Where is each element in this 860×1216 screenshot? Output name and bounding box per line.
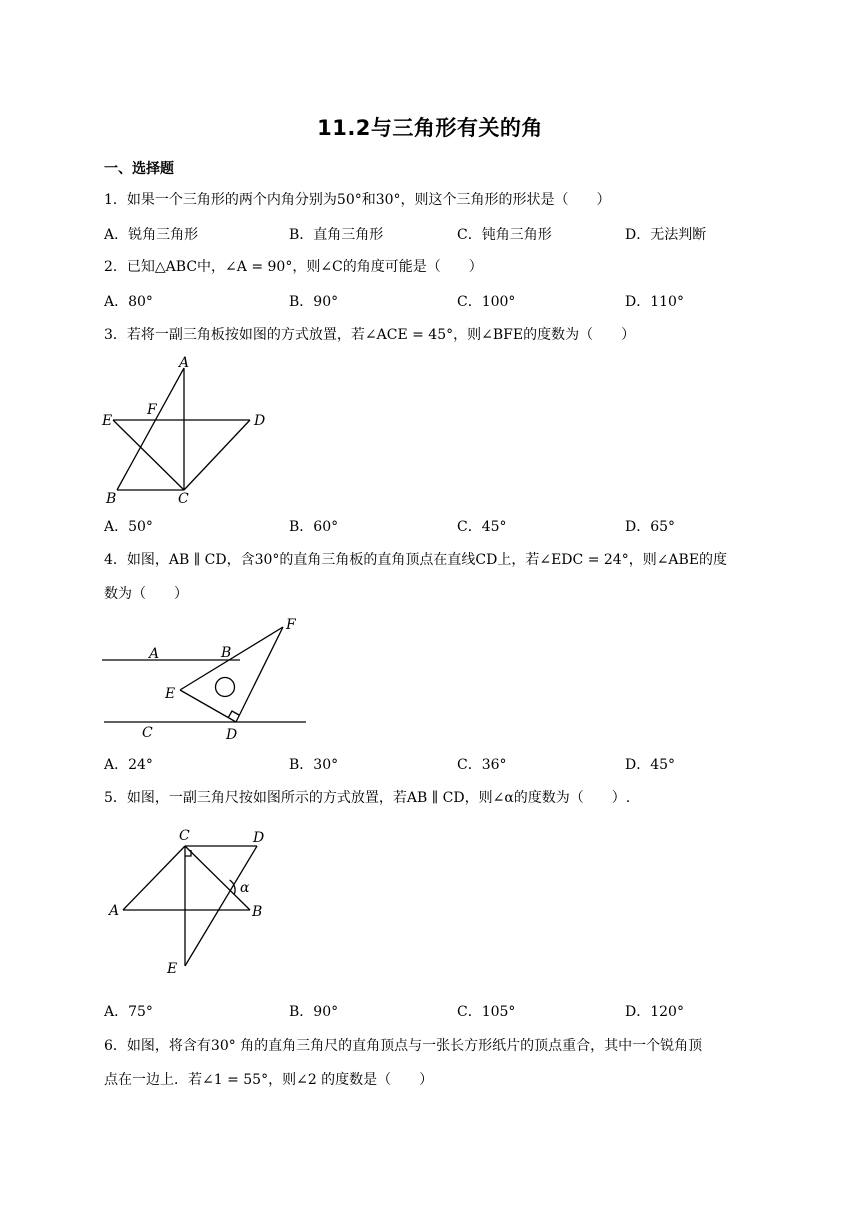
question-3-option-c[interactable]: C．45° (457, 519, 507, 535)
fig3-label-b: B (106, 491, 117, 507)
fig5-label-c: C (179, 828, 190, 844)
fig3-label-d: D (254, 413, 266, 429)
question-2-option-b[interactable]: B．90° (289, 294, 339, 310)
fig4-label-d: D (226, 727, 238, 743)
question-4-option-b[interactable]: B．30° (289, 757, 339, 773)
question-1-stem: 1．如果一个三角形的两个内角分别为50°和30°，则这个三角形的形状是（ ） (104, 192, 611, 208)
fig4-label-a: A (149, 646, 160, 662)
question-6-stem-line-1: 6．如图，将含有30° 角的直角三角尺的直角顶点与一张长方形纸片的顶点重合，其中一个锐角顶 (104, 1038, 703, 1054)
question-4-option-a[interactable]: A．24° (104, 757, 153, 773)
question-2-stem: 2．已知△ABC中，∠A = 90°，则∠C的角度可能是（ ） (104, 259, 483, 275)
question-4-option-d[interactable]: D．45° (625, 757, 676, 773)
fig3-label-c: C (178, 491, 189, 507)
question-5-option-c[interactable]: C．105° (457, 1004, 516, 1020)
question-4-option-c[interactable]: C．36° (457, 757, 507, 773)
question-4-options (104, 754, 744, 774)
fig5-label-alpha: α (240, 880, 250, 896)
question-3-options (104, 516, 744, 536)
question-3-option-b[interactable]: B．60° (289, 519, 339, 535)
question-2-options (104, 291, 744, 311)
fig5-label-b: B (252, 904, 263, 920)
question-2-option-a[interactable]: A．80° (104, 294, 153, 310)
question-3-figure (100, 352, 280, 512)
question-4-figure (100, 612, 310, 744)
question-5-option-d[interactable]: D．120° (625, 1004, 684, 1020)
fig5-label-e: E (167, 961, 178, 977)
fig4-label-b: B (221, 645, 232, 661)
question-2-option-c[interactable]: C．100° (457, 294, 516, 310)
question-5-stem: 5．如图，一副三角尺按如图所示的方式放置，若AB ∥ CD，则∠α的度数为（ ）. (104, 790, 631, 806)
question-3-option-a[interactable]: A．50° (104, 519, 153, 535)
fig4-label-e: E (165, 686, 176, 702)
page-title: 11.2与三角形有关的角 (317, 116, 543, 140)
question-3-option-d[interactable]: D．65° (625, 519, 676, 535)
section-heading: 一、选择题 (104, 161, 174, 177)
fig4-label-c: C (142, 725, 153, 741)
question-1-option-a[interactable]: A．锐角三角形 (104, 227, 199, 243)
question-1-options (104, 224, 744, 244)
question-5-figure (100, 822, 280, 980)
fig4-label-f: F (286, 617, 296, 633)
fig3-label-e: E (102, 413, 113, 429)
fig5-label-a: A (109, 903, 120, 919)
question-2-option-d[interactable]: D．110° (625, 294, 684, 310)
question-5-options (104, 1001, 744, 1021)
question-3-stem: 3．若将一副三角板按如图的方式放置，若∠ACE = 45°，则∠BFE的度数为（ ） (104, 327, 636, 343)
fig3-label-f: F (147, 402, 157, 418)
question-5-option-a[interactable]: A．75° (104, 1004, 153, 1020)
question-6-stem-line-2: 点在一边上．若∠1 = 55°，则∠2 的度数是（ ） (104, 1072, 434, 1088)
fig3-label-a: A (179, 355, 190, 371)
question-5-option-b[interactable]: B．90° (289, 1004, 339, 1020)
question-1-option-c[interactable]: C．钝角三角形 (457, 227, 552, 243)
question-1-option-b[interactable]: B．直角三角形 (289, 227, 384, 243)
question-4-stem-line-2: 数为（ ） (104, 586, 188, 602)
question-1-option-d[interactable]: D．无法判断 (625, 227, 707, 243)
question-4-stem-line-1: 4．如图，AB ∥ CD，含30°的直角三角板的直角顶点在直线CD上，若∠EDC = 24°，则∠ABE的度 (104, 552, 728, 568)
fig5-label-d: D (253, 830, 265, 846)
